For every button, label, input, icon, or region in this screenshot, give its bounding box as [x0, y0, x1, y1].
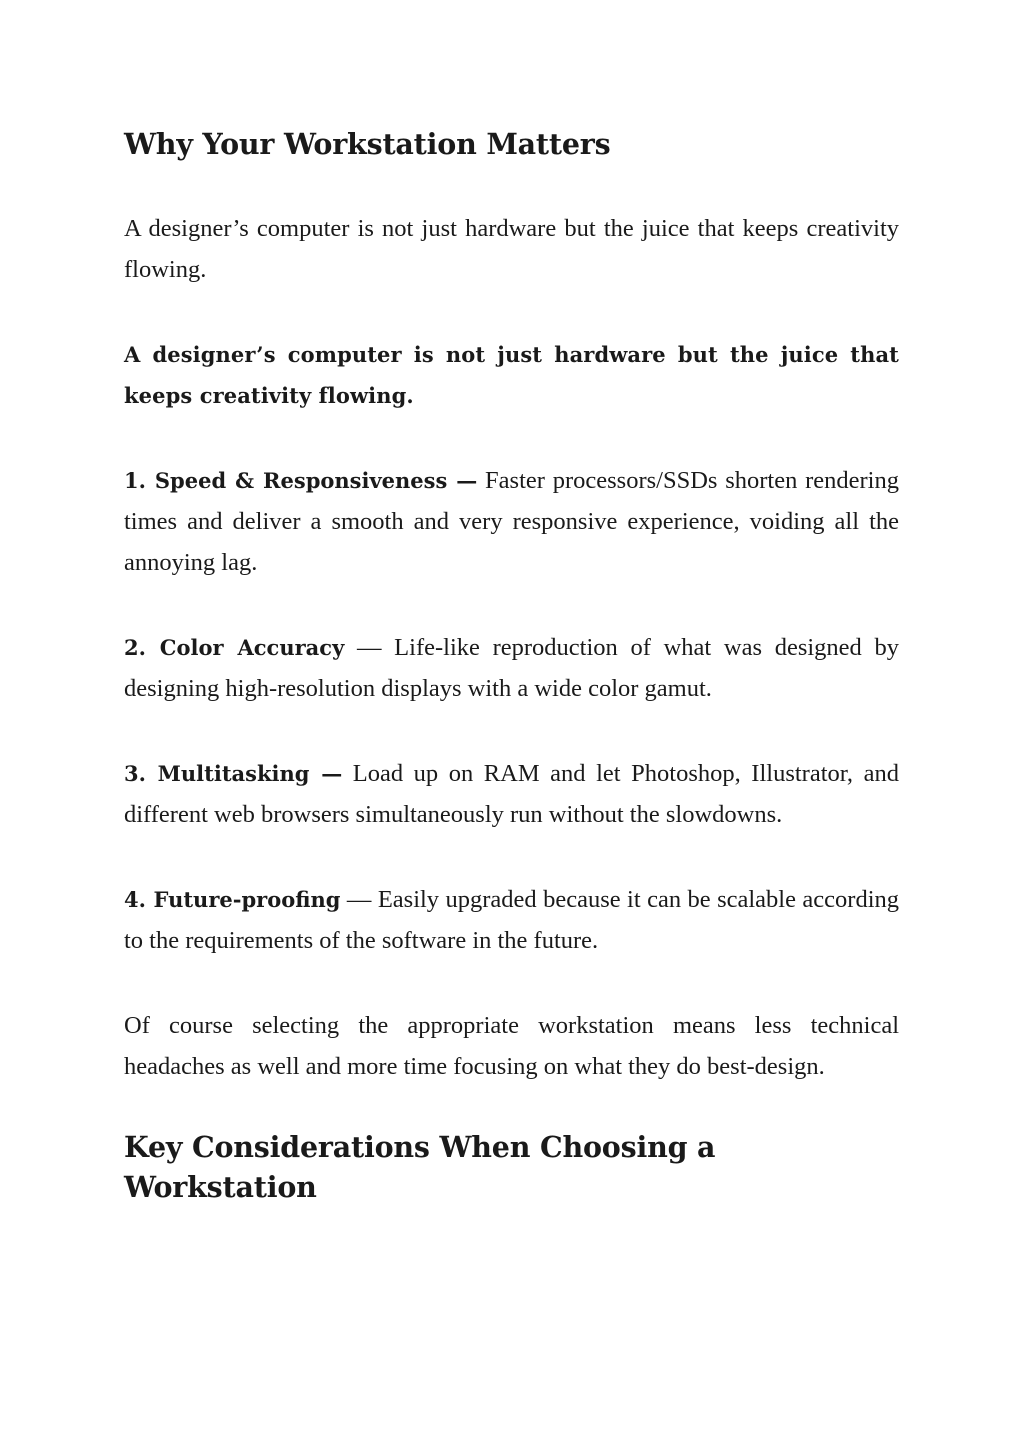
point-future-proofing-paragraph — [124, 879, 899, 961]
intro-paragraph: A designer’s computer is not just hardware but the juice that keeps creativity flowing. — [124, 215, 899, 283]
document-page — [124, 124, 899, 1207]
point-color-text: — Life-like reproduction of what was designed by designing high-resolution displays with a wide color gamut. — [124, 634, 899, 702]
point-speed-title: 1. Speed & Responsiveness — — [124, 468, 478, 493]
point-future-proofing-title: 4. Future-proofing — [124, 887, 341, 912]
point-color-title: 2. Color Accuracy — [124, 635, 345, 660]
point-multitasking-paragraph — [124, 753, 899, 835]
heading-key-considerations: Key Considerations When Choosing a Workstation — [124, 1130, 716, 1204]
spacer — [124, 290, 899, 334]
spacer — [124, 961, 899, 1005]
point-multitasking-title: 3. Multitasking — — [124, 761, 343, 786]
point-speed-text: Faster processors/SSDs shorten rendering times and deliver a smooth and very responsive experience, voiding all the annoying lag. — [124, 467, 899, 576]
spacer — [124, 164, 899, 208]
spacer — [124, 583, 899, 627]
spacer — [124, 416, 899, 460]
spacer — [124, 835, 899, 879]
point-color-paragraph — [124, 627, 899, 709]
heading-why-workstation-matters: Why Your Workstation Matters — [124, 127, 611, 161]
spacer — [124, 709, 899, 753]
conclusion-paragraph: Of course selecting the appropriate workstation means less technical headaches as well and more time focusing on what they do best-design. — [124, 1012, 899, 1080]
intro-bold-paragraph: A designer’s computer is not just hardware but the juice that keeps creativity flowing. — [124, 342, 899, 408]
point-multitasking-text: Load up on RAM and let Photoshop, Illustrator, and different web browsers simultaneously run without the slowdowns. — [124, 760, 899, 828]
point-future-proofing-text: — Easily upgraded because it can be scalable according to the requirements of the software in the future. — [124, 886, 899, 954]
spacer — [124, 1087, 899, 1127]
point-speed-paragraph — [124, 460, 899, 583]
